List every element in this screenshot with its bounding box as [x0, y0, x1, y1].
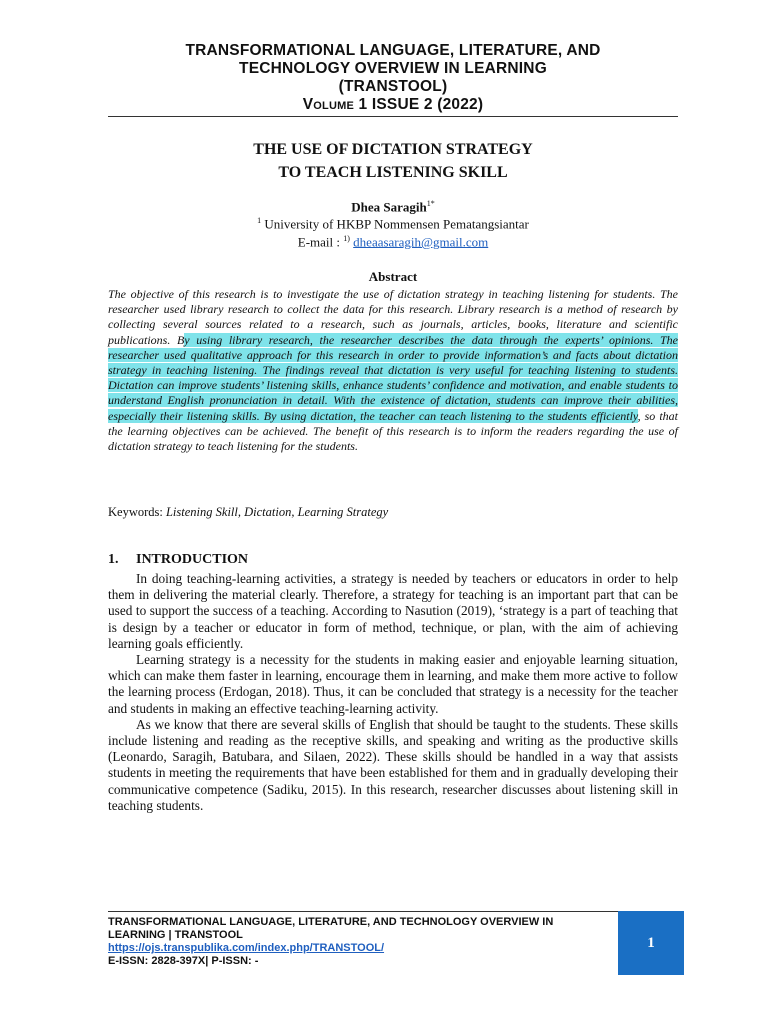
header-divider [108, 116, 678, 117]
journal-header [108, 42, 678, 114]
abstract-part1: The objective of this research is to investigate the use of dictation strategy in teaching listening for students. The researcher used library research to collect the data for this research. Library research is a method of research by collecting several sources related to a research, such as journals, articles, books, literature and scientific publications. B [108, 287, 678, 347]
paragraph-3: As we know that there are several skills of English that should be taught to the students. These skills include listening and reading as the receptive skills, and speaking and writing as the productive skills (Leonardo, Saragih, Batubara, and Silaen, 2022). These skills should be handled in a way that assists students in meeting the requirements that have been established for them and in gradually developing their communicative competence (Sadiku, 2015). In this research, researcher discusses about listening skill in teaching students. [108, 716, 678, 813]
paper-title-line1: THE USE OF DICTATION STRATEGY [253, 141, 533, 158]
page-number-badge [618, 911, 684, 975]
author-name-text: Dhea Saragih [351, 199, 427, 215]
paper-title [108, 138, 678, 184]
journal-title-line3: (TRANSTOOL) [338, 78, 448, 95]
paragraph-1: In doing teaching-learning activities, a strategy is needed by teachers or educators in order to help them in delivering the material clearly. Therefore, a strategy for teaching is an important part that can be used to support the success of a teaching. According to Nasution (2019), ‘strategy is a part of teaching that is design by a teacher or educator in form of method, technique, or plan, with the aim of achieving learning goals efficiently. [108, 571, 678, 651]
author-name [108, 199, 678, 215]
abstract-text [108, 287, 678, 454]
introduction-body [108, 571, 678, 814]
email-link[interactable]: dheaasaragih@gmail.com [353, 234, 489, 250]
journal-title-line1: TRANSFORMATIONAL LANGUAGE, LITERATURE, AND [185, 42, 601, 59]
section-title: INTRODUCTION [136, 552, 249, 567]
paper-title-line2: TO TEACH LISTENING SKILL [278, 164, 508, 181]
footer-journal-name: TRANSFORMATIONAL LANGUAGE, LITERATURE, AND TECHNOLOGY OVERVIEW IN LEARNING | TRANSTOOL [108, 916, 554, 941]
email-label: E-mail : [297, 234, 344, 250]
footer-url-link[interactable]: https://ojs.transpublika.com/index.php/TRANSTOOL/ [108, 942, 385, 954]
abstract-heading: Abstract [368, 269, 418, 284]
footer-divider [108, 911, 618, 912]
journal-title-line2: TECHNOLOGY OVERVIEW IN LEARNING [239, 60, 547, 77]
affiliation-text: University of HKBP Nommensen Pematangsiantar [264, 216, 529, 232]
page-number: 1 [647, 934, 655, 951]
footer-issn: E-ISSN: 2828-397X| P-ISSN: - [108, 955, 259, 967]
abstract-part3: , so that the learning objectives can be achieved. The benefit of this research is to inform the readers regarding the use of dictation strategy to teach listening for the students. [108, 408, 678, 454]
email-superscript: 1) [343, 234, 350, 243]
paragraph-2: Learning strategy is a necessity for the students in making easier and enjoyable learning situation, which can make them faster in learning, encourage them in learning, and make them more active to follow the learning process (Erdogan, 2018). Thus, it can be concluded that strategy is a necessity for the teacher and students in making an effective teaching-learning activity. [108, 652, 678, 716]
author-superscript: 1* [426, 199, 435, 208]
author-email [108, 234, 678, 250]
section-heading-introduction [108, 552, 678, 568]
keywords-label: Keywords: [108, 505, 166, 519]
keywords [108, 505, 678, 520]
affiliation-superscript: 1 [257, 216, 262, 225]
affiliation [108, 216, 678, 232]
section-number: 1. [108, 552, 119, 567]
keywords-value: Listening Skill, Dictation, Learning Strategy [165, 505, 389, 519]
page-footer [108, 916, 613, 968]
journal-volume: Volume 1 ISSUE 2 (2022) [302, 96, 484, 113]
abstract-highlight: y using library research, the researcher describes the data through the experts’ opinions. The researcher used qualitative approach for this research in order to provide information’s and facts about dictation strategy in teaching listening. The findings reveal that dictation is very useful for teaching listening to students. Dictation can improve students’ listening skills, enhance students’ confidence and motivation, and enable students to understand English pronunciation in detail. With the existence of dictation, students can improve their abilities, especially their listening skills. By using dictation, the teacher can teach listening to the students efficiently [108, 332, 678, 423]
